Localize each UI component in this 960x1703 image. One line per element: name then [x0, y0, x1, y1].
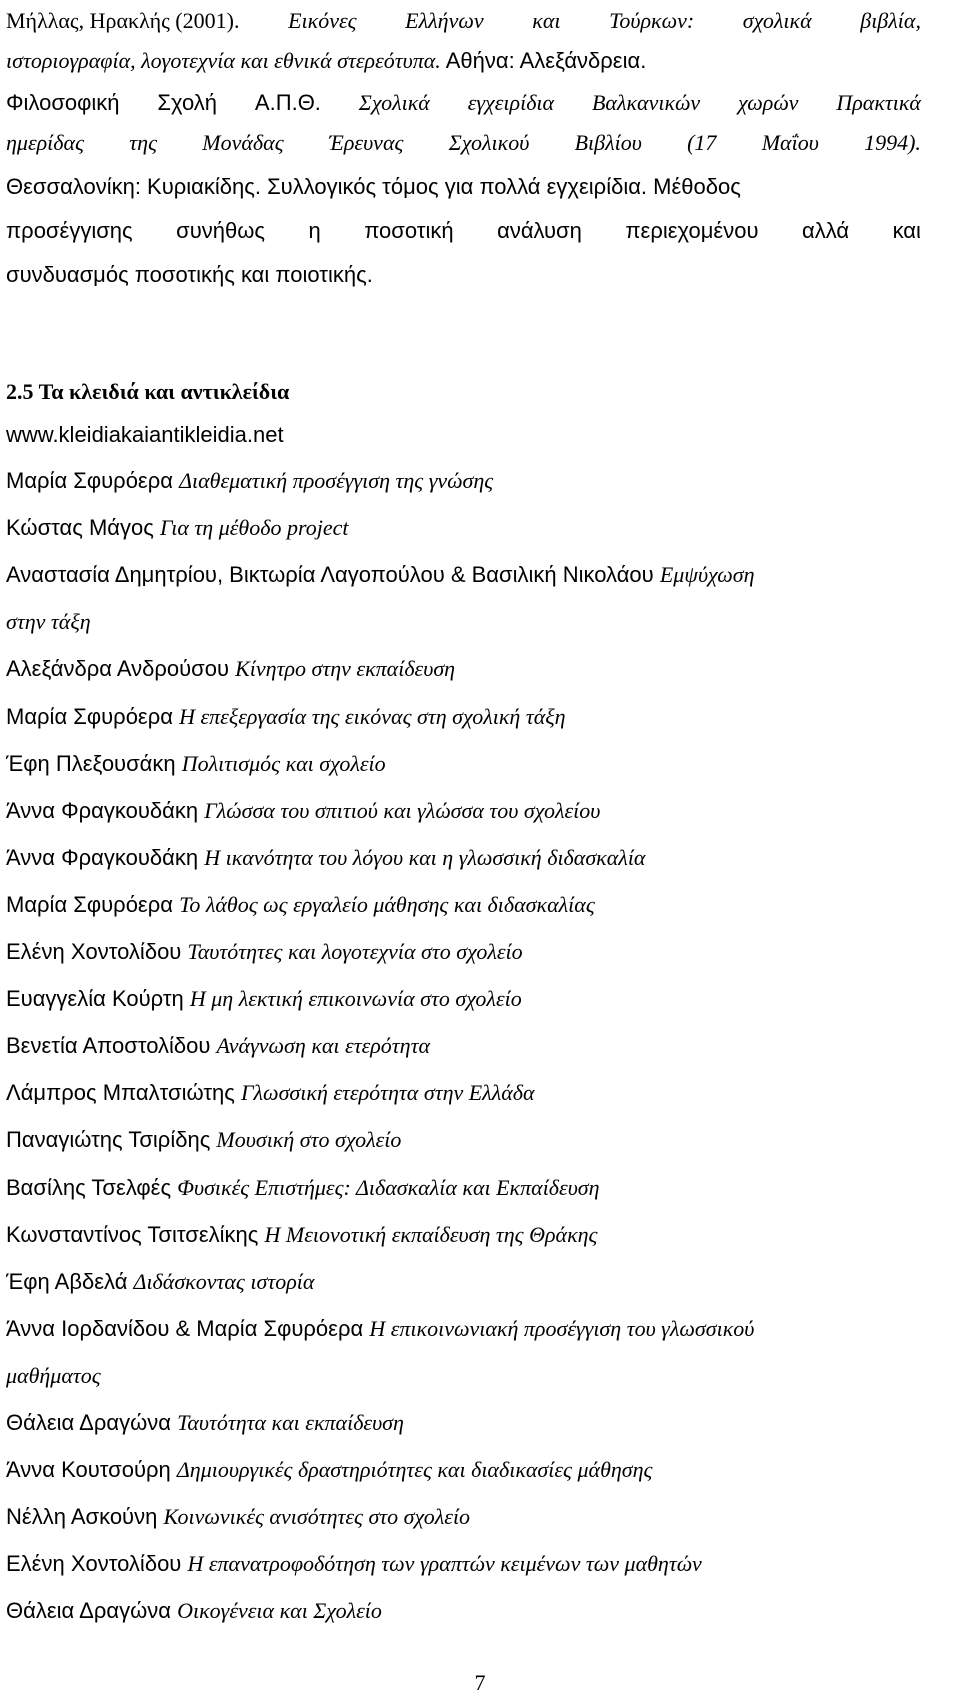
reference-text-word: περιεχομένου: [625, 218, 759, 243]
list-item: [6, 1173, 600, 1203]
entry-author: Κωνσταντίνος Τσιτσελίκης: [6, 1222, 265, 1247]
entry-author: Θάλεια Δραγώνα: [6, 1598, 178, 1623]
reference-title-word: Πρακτικά: [836, 90, 921, 115]
reference-title-word: εγχειρίδια: [467, 90, 555, 115]
entry-title: Οικογένεια και Σχολείο: [177, 1598, 382, 1623]
reference-title-word: της: [129, 130, 157, 155]
list-item: [6, 1220, 597, 1250]
list-item: [6, 937, 523, 967]
reference-author-word: Σχολή: [157, 90, 218, 115]
section-heading: 2.5 Τα κλειδιά και αντικλείδια: [6, 379, 290, 404]
list-item: [6, 513, 348, 543]
reference-title-word: Εικόνες: [288, 8, 357, 33]
list-item: [6, 1125, 401, 1155]
list-item: [6, 1314, 754, 1344]
reference-author: Μήλλας, Ηρακλής (2001).: [6, 8, 240, 33]
reference-author-word: Α.Π.Θ.: [254, 90, 321, 115]
entry-title: Η Μειονοτική εκπαίδευση της Θράκης: [264, 1222, 598, 1247]
entry-author: Άννα Κουτσούρη: [6, 1457, 177, 1482]
entry-author: Ευαγγελία Κούρτη: [6, 986, 190, 1011]
reference-text-word: η: [308, 218, 321, 243]
entry-author: Κώστας Μάγος: [6, 515, 160, 540]
list-item: [6, 466, 493, 496]
entry-title: Η ικανότητα του λόγου και η γλωσσική διδασκαλία: [204, 845, 646, 870]
entry-title: Για τη μέθοδο project: [159, 515, 349, 540]
entry-title: Ανάγνωση και ετερότητα: [216, 1033, 431, 1058]
entry-title: Κίνητρο στην εκπαίδευση: [235, 656, 456, 681]
reference-title-word: Σχολικού: [448, 130, 530, 155]
entry-author: Άννα Ιορδανίδου & Μαρία Σφυρόερα: [6, 1316, 370, 1341]
reference-publisher: Αθήνα: Αλεξάνδρεια.: [440, 48, 647, 73]
reference-title-word: Μονάδας: [202, 130, 284, 155]
reference-title-word: (17: [687, 130, 717, 155]
list-item: [6, 1078, 535, 1108]
reference-philosophiki-line-2: [6, 128, 921, 158]
reference-philosophiki-line-5: συνδυασμός ποσοτικής και ποιοτικής.: [6, 262, 373, 287]
list-item: [6, 890, 595, 920]
reference-text-word: και: [892, 218, 921, 243]
entry-author: Έφη Αβδελά: [6, 1269, 134, 1294]
list-item: [6, 654, 455, 684]
list-item: [6, 560, 755, 590]
reference-title-word: Σχολικά: [358, 90, 430, 115]
entry-title: Δημιουργικές δραστηριότητες και διαδικασίες μάθησης: [176, 1457, 653, 1482]
list-item: [6, 1361, 101, 1391]
list-item: [6, 702, 566, 732]
entry-title: Εμψύχωση: [659, 562, 755, 587]
entry-author: Μαρία Σφυρόερα: [6, 468, 180, 493]
reference-title-word: και: [532, 8, 561, 33]
entry-author: Ελένη Χοντολίδου: [6, 939, 188, 964]
reference-author-word: Φιλοσοφική: [6, 90, 120, 115]
entry-title: Γλωσσική ετερότητα στην Ελλάδα: [241, 1080, 535, 1105]
reference-title-word: Τούρκων:: [609, 8, 695, 33]
entry-author: Αλεξάνδρα Ανδρούσου: [6, 656, 236, 681]
list-item: [6, 1596, 382, 1626]
reference-title-word: Βιβλίου: [574, 130, 642, 155]
entry-title: Διαθεματική προσέγγιση της γνώσης: [179, 468, 494, 493]
entry-author: Παναγιώτης Τσιρίδης: [6, 1127, 217, 1152]
entry-author: Άννα Φραγκουδάκη: [6, 845, 205, 870]
list-item: [6, 1549, 702, 1579]
entry-author: Νέλλη Ασκούνη: [6, 1504, 164, 1529]
list-item: [6, 984, 522, 1014]
entry-author: Μαρία Σφυρόερα: [6, 704, 180, 729]
entry-title: Μουσική στο σχολείο: [216, 1127, 402, 1152]
entry-title: Ταυτότητα και εκπαίδευση: [177, 1410, 404, 1435]
entry-title: Η επανατροφοδότηση των γραπτών κειμένων των μαθητών: [187, 1551, 702, 1576]
reference-millas: [6, 6, 921, 36]
reference-philosophiki: [6, 88, 921, 118]
reference-title-word: Βαλκανικών: [591, 90, 701, 115]
reference-title-word: σχολικά: [742, 8, 812, 33]
reference-text-word: ποσοτική: [364, 218, 454, 243]
list-item: [6, 749, 386, 779]
list-item: [6, 1267, 314, 1297]
list-item: [6, 1455, 652, 1485]
reference-philosophiki-line-1: [6, 88, 921, 118]
entry-title: Ταυτότητες και λογοτεχνία στο σχολείο: [187, 939, 523, 964]
entry-title: Η επικοινωνιακή προσέγγιση του γλωσσικού: [369, 1316, 755, 1341]
entry-title: Το λάθος ως εργαλείο μάθησης και διδασκαλίας: [179, 892, 595, 917]
reference-philosophiki-block-2: [6, 128, 921, 158]
reference-millas-line-1: [6, 6, 921, 36]
entry-author: Μαρία Σφυρόερα: [6, 892, 180, 917]
entry-author: Έφη Πλεξουσάκη: [6, 751, 182, 776]
reference-philosophiki-line-4: [6, 216, 921, 246]
entry-author: Θάλεια Δραγώνα: [6, 1410, 178, 1435]
reference-title-word: χωρών: [738, 90, 799, 115]
entry-author: Αναστασία Δημητρίου, Βικτωρία Λαγοπούλου & Βασιλική Νικολάου: [6, 562, 660, 587]
list-item: [6, 796, 600, 826]
list-item: [6, 1408, 404, 1438]
page-number: 7: [474, 1670, 486, 1695]
entry-author: Άννα Φραγκουδάκη: [6, 798, 205, 823]
entry-author: Βασίλης Τσελφές: [6, 1175, 178, 1200]
entry-title: Γλώσσα του σπιτιού και γλώσσα του σχολείου: [204, 798, 601, 823]
reference-title-word: Μαΐου: [761, 130, 819, 155]
entry-title: Φυσικές Επιστήμες: Διδασκαλία και Εκπαίδευση: [177, 1175, 600, 1200]
entry-author: Λάμπρος Μπαλτσιώτης: [6, 1080, 241, 1105]
reference-title: ιστοριογραφία, λογοτεχνία και εθνικά στερεότυπα.: [6, 48, 441, 73]
list-item: [6, 1502, 470, 1532]
reference-philosophiki-block-4: [6, 216, 921, 246]
website-link[interactable]: www.kleidiakaiantikleidia.net: [6, 422, 284, 447]
reference-text-word: προσέγγισης: [6, 218, 133, 243]
reference-title-word: 1994).: [864, 130, 921, 155]
reference-millas-line-2: [6, 46, 646, 76]
entry-title: Η επεξεργασία της εικόνας στη σχολική τάξη: [179, 704, 566, 729]
entry-title: Διδάσκοντας ιστορία: [133, 1269, 315, 1294]
reference-title-word: ημερίδας: [6, 130, 84, 155]
reference-title-word: βιβλία,: [860, 8, 921, 33]
list-item: [6, 843, 645, 873]
entry-title: στην τάξη: [6, 609, 91, 634]
reference-title-word: Ελλήνων: [405, 8, 484, 33]
reference-philosophiki-line-3: Θεσσαλονίκη: Κυριακίδης. Συλλογικός τόμος για πολλά εγχειρίδια. Μέθοδος: [6, 174, 741, 199]
reference-text-word: ανάλυση: [497, 218, 582, 243]
entry-title: Η μη λεκτική επικοινωνία στο σχολείο: [189, 986, 522, 1011]
reference-text-word: αλλά: [801, 218, 850, 243]
reference-text-word: συνήθως: [176, 218, 265, 243]
entry-title: Πολιτισμός και σχολείο: [181, 751, 386, 776]
reference-title-word: Έρευνας: [328, 130, 404, 155]
entry-title: Κοινωνικές ανισότητες στο σχολείο: [163, 1504, 471, 1529]
list-item: [6, 1031, 430, 1061]
list-item: [6, 607, 91, 637]
entry-title: μαθήματος: [6, 1363, 101, 1388]
entry-author: Ελένη Χοντολίδου: [6, 1551, 188, 1576]
entry-author: Βενετία Αποστολίδου: [6, 1033, 217, 1058]
